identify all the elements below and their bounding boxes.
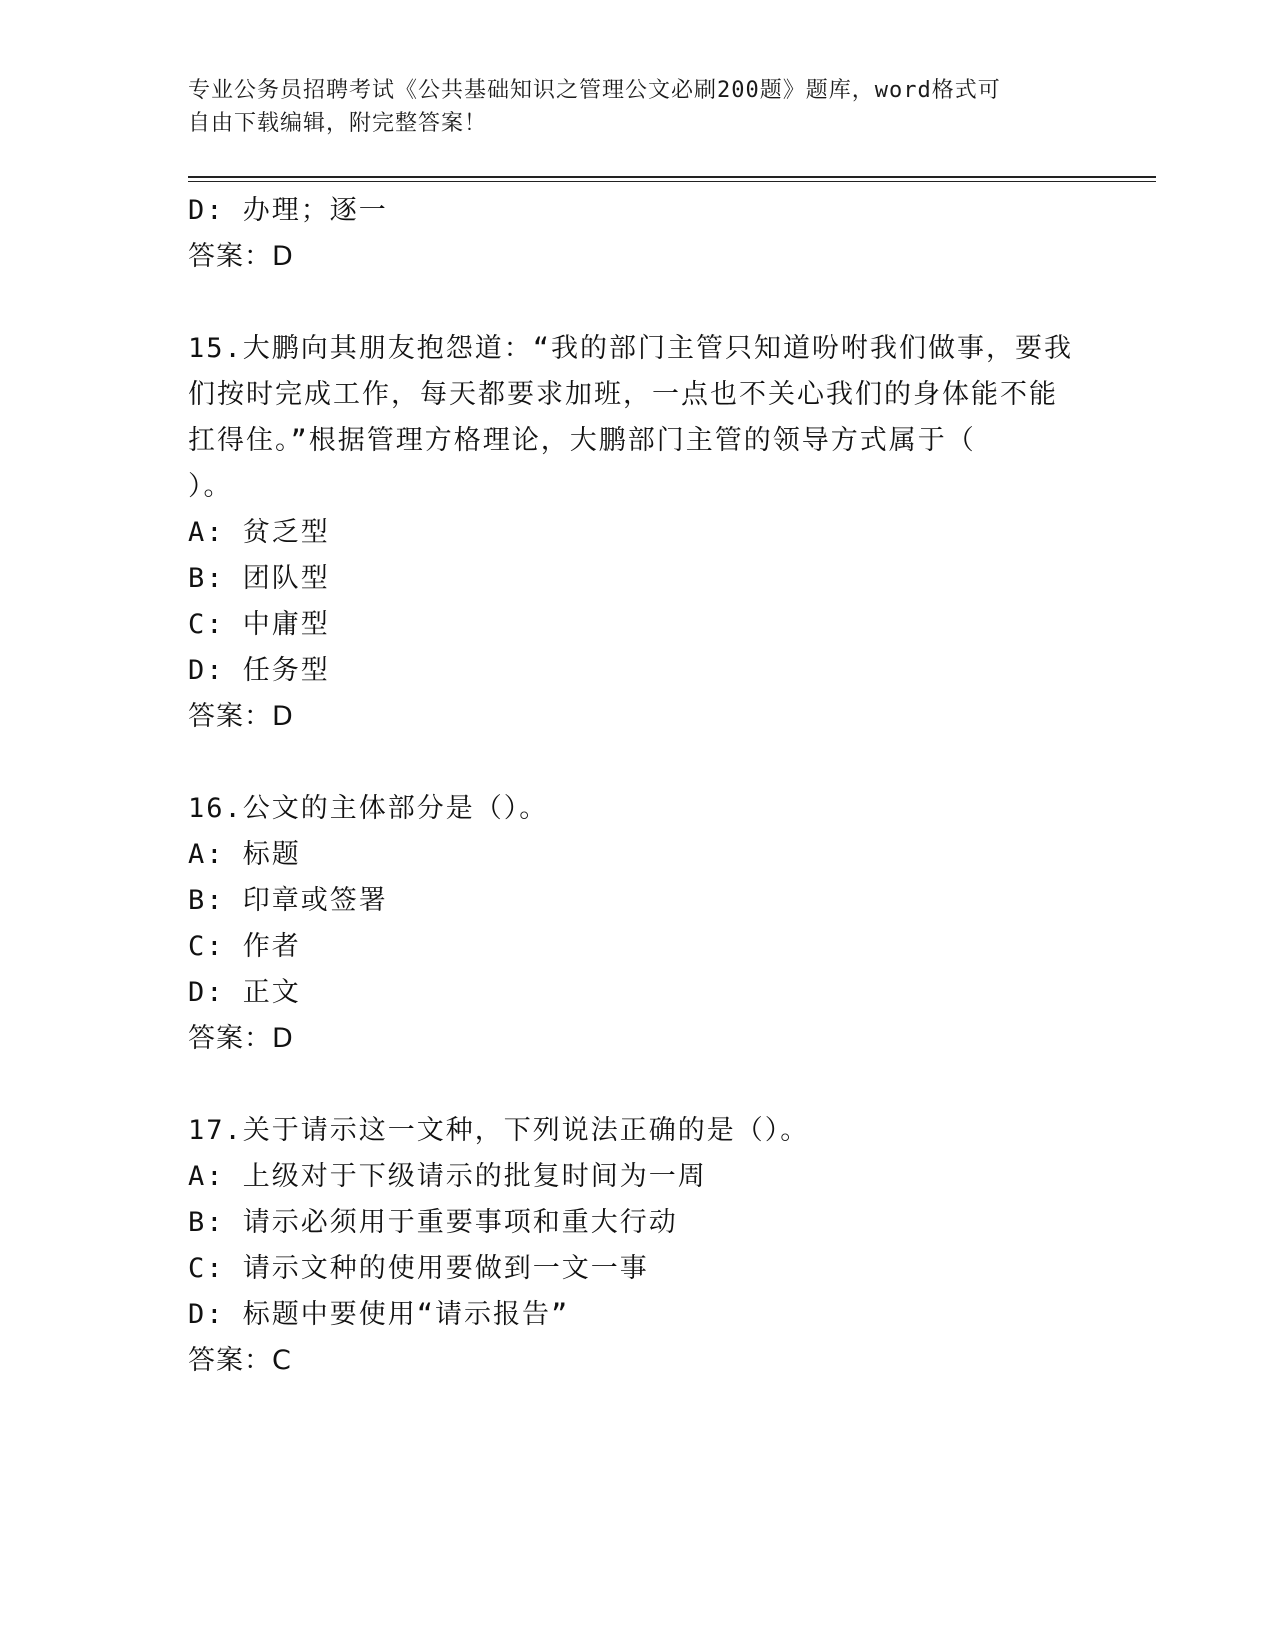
- option-b: B: 请示必须用于重要事项和重大行动: [188, 1207, 678, 1238]
- answer: 答案：D: [188, 1023, 294, 1054]
- header-divider-thick: [188, 176, 1156, 178]
- question-stem-line: 17.关于请示这一文种，下列说法正确的是（）。: [188, 1115, 810, 1146]
- answer: 答案：D: [188, 241, 294, 272]
- option-c: C: 中庸型: [188, 609, 330, 640]
- question-17: [188, 1108, 1088, 1384]
- header-line-2: 自由下载编辑，附完整答案！: [188, 111, 488, 136]
- option-c: C: 请示文种的使用要做到一文一事: [188, 1253, 649, 1284]
- option-b: B: 印章或签署: [188, 885, 388, 916]
- previous-question-tail: [188, 188, 1088, 280]
- question-stem-line: 们按时完成工作，每天都要求加班，一点也不关心我们的身体能不能: [188, 379, 1058, 410]
- document-header: [188, 74, 1068, 140]
- option-a: A: 上级对于下级请示的批复时间为一周: [188, 1161, 707, 1192]
- option-d: D: 正文: [188, 977, 301, 1008]
- header-divider-thin: [188, 181, 1156, 182]
- option-b: B: 团队型: [188, 563, 330, 594]
- question-stem-line: 15.大鹏向其朋友抱怨道：“我的部门主管只知道吩咐我们做事，要我: [188, 333, 1074, 364]
- question-stem-line: 16.公文的主体部分是（）。: [188, 793, 549, 824]
- option-d: D: 标题中要使用“请示报告”: [188, 1299, 570, 1330]
- answer: 答案：D: [188, 701, 294, 732]
- header-line-1: 专业公务员招聘考试《公共基础知识之管理公文必刷200题》题库，word格式可: [188, 78, 1001, 103]
- question-16: [188, 786, 1088, 1062]
- question-stem-line: ）。: [188, 471, 233, 502]
- option-a: A: 标题: [188, 839, 301, 870]
- option-d: D: 任务型: [188, 655, 330, 686]
- answer: 答案：C: [188, 1345, 292, 1376]
- option-d: D: 办理；逐一: [188, 195, 388, 226]
- option-a: A: 贫乏型: [188, 517, 330, 548]
- option-c: C: 作者: [188, 931, 301, 962]
- question-content: [188, 188, 1088, 1384]
- question-15: [188, 326, 1088, 740]
- question-stem-line: 扛得住。”根据管理方格理论，大鹏部门主管的领导方式属于（: [188, 425, 976, 456]
